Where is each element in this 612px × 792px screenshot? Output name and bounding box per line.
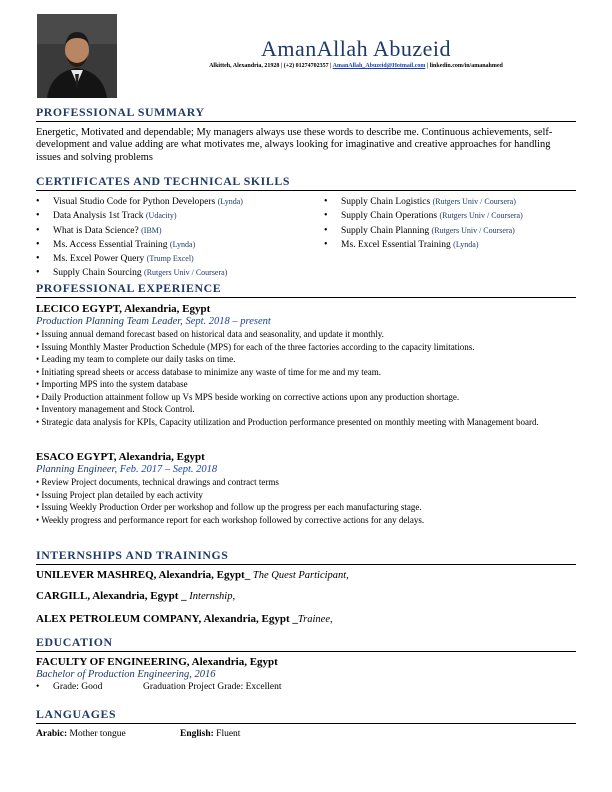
skill-item: • Supply Chain Planning (Rutgers Univ / Coursera) <box>324 224 523 238</box>
internship-item: ALEX PETROLEUM COMPANY, Alexandria, Egypt _Trainee, <box>36 613 333 625</box>
languages-list <box>36 728 576 741</box>
skill-item: • Ms. Access Essential Training (Lynda) <box>36 238 324 252</box>
skills-column-left <box>36 195 324 281</box>
job-org: ESACO EGYPT, Alexandria, Egypt <box>36 451 205 463</box>
job-duty: • Issuing Weekly Production Order per workshop and follow up the progress per each manufacturing stage. <box>36 502 422 512</box>
job-duty: • Weekly progress and performance report for each workshop followed by corrective actions for any delays. <box>36 514 425 525</box>
internship-item: UNILEVER MASHREQ, Alexandria, Egypt_ The Quest Participant, <box>36 569 349 581</box>
education-heading: EDUCATION <box>36 635 576 652</box>
job-duty: • Leading my team to complete our daily tasks on time. <box>36 354 236 364</box>
experience-job-esaco <box>36 451 576 526</box>
job-role: Planning Engineer, Feb. 2017 – Sept. 2018 <box>36 464 218 475</box>
education-entry <box>36 656 576 694</box>
skills-column-right <box>324 195 523 281</box>
contact-address-phone: Alkitteh, Alexandria, 21928 | (+2) 01274702357 | <box>209 63 333 69</box>
job-duty: • Issuing annual demand forecast based on historical data and seasonality, and update it monthly. <box>36 329 384 339</box>
summary-text: Energetic, Motivated and dependable; My managers always use these words to describe me. Continuous achievements, self-development and value adding are what motivates me, always looking for imaginative and creative approaches for handling issues and solving problems <box>36 127 553 163</box>
skill-item: • Ms. Excel Essential Training (Lynda) <box>324 238 523 252</box>
job-duty: • Inventory management and Stock Control. <box>36 404 195 414</box>
contact-line <box>0 63 612 69</box>
job-org: LECICO EGYPT, Alexandria, Egypt <box>36 303 211 315</box>
education-degree: Bachelor of Production Engineering, 2016 <box>36 669 216 680</box>
language-item: Arabic: Mother tongue <box>36 729 126 739</box>
experience-job-lecico <box>36 303 576 428</box>
internship-item: CARGILL, Alexandria, Egypt _ Internship, <box>36 590 236 602</box>
skill-item: • What is Data Science? (IBM) <box>36 224 324 238</box>
job-duty: • Issuing Project plan detailed by each activity <box>36 489 203 500</box>
languages-heading: LANGUAGES <box>36 707 576 724</box>
skills-heading: CERTIFICATES AND TECHNICAL SKILLS <box>36 174 576 191</box>
email-link[interactable]: AmanAllah_Abuzeid@Hotmail.com <box>332 63 426 69</box>
skill-item: • Supply Chain Operations (Rutgers Univ / Coursera) <box>324 209 523 223</box>
education-org: FACULTY OF ENGINEERING, Alexandria, Egypt <box>36 656 278 668</box>
job-duty: • Strategic data analysis for KPIs, Capacity utilization and Production performance presented on monthly meeting with Management board. <box>36 416 539 427</box>
skill-item: • Visual Studio Code for Python Developers (Lynda) <box>36 195 324 209</box>
job-duty: • Initiating spread sheets or access database to minimize any waste of time for me and my team. <box>36 366 382 377</box>
job-duty: • Review Project documents, technical drawings and contract terms <box>36 477 279 487</box>
skill-item: • Supply Chain Sourcing (Rutgers Univ / Coursera) <box>36 266 324 280</box>
education-grade: • Grade: Good Graduation Project Grade: Excellent <box>36 682 282 692</box>
language-item: English: Fluent <box>180 729 241 739</box>
job-role: Production Planning Team Leader, Sept. 2018 – present <box>36 316 271 327</box>
skill-item: • Ms. Excel Power Query (Trump Excel) <box>36 252 324 266</box>
skills-list <box>36 195 576 281</box>
linkedin-text: | linkedin.com/in/amanahmed <box>425 63 503 69</box>
job-duty: • Importing MPS into the system database <box>36 379 188 389</box>
experience-heading: PROFESSIONAL EXPERIENCE <box>36 281 576 298</box>
candidate-name: AmanAllah Abuzeid <box>261 36 451 61</box>
skill-item: • Data Analysis 1st Track (Udacity) <box>36 209 324 223</box>
skill-item: • Supply Chain Logistics (Rutgers Univ / Coursera) <box>324 195 523 209</box>
job-duty: • Issuing Monthly Master Production Schedule (MPS) for each of the three factories according to the capacity limitations. <box>36 341 475 352</box>
job-duty: • Daily Production attainment follow up Vs MPS beside working on corrective actions upon any production shortage. <box>36 391 460 402</box>
internships-heading: INTERNSHIPS AND TRAININGS <box>36 548 576 565</box>
summary-heading: PROFESSIONAL SUMMARY <box>36 105 576 122</box>
